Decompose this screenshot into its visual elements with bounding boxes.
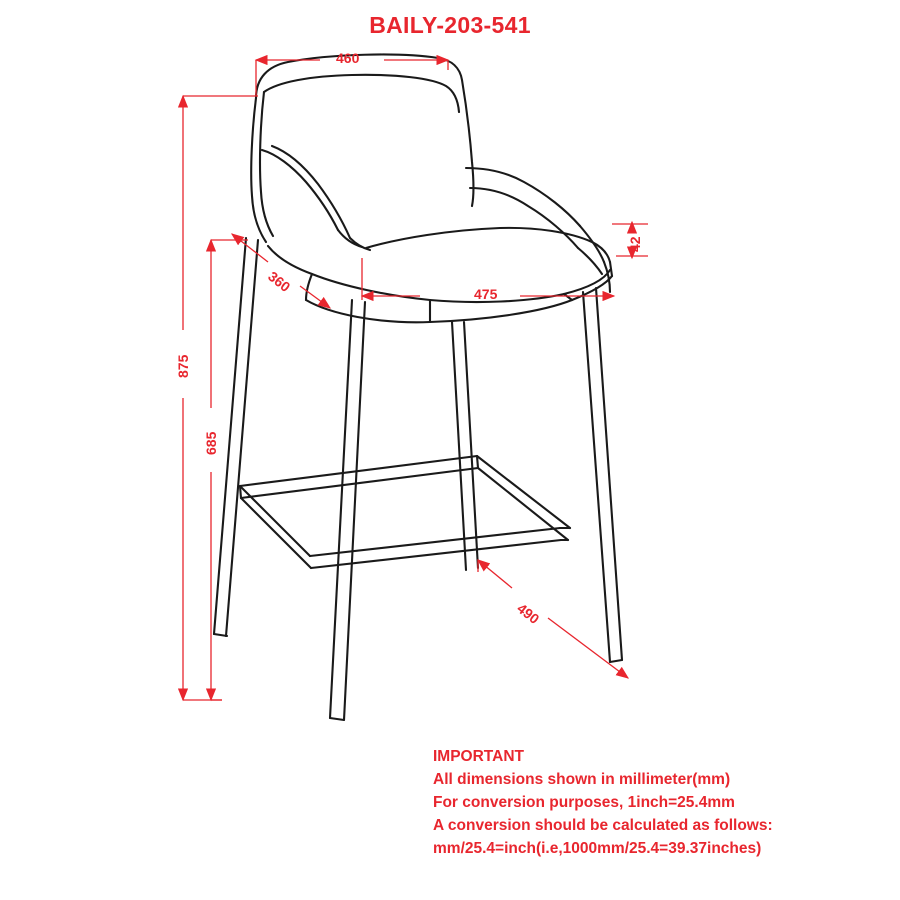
important-notes (433, 745, 863, 860)
notes-line-4: mm/25.4=inch(i.e,1000mm/25.4=39.37inches) (433, 840, 762, 857)
dimension-label-475: 475 (474, 286, 498, 302)
notes-line-3: A conversion should be calculated as follows: (433, 817, 773, 834)
dimension-label-490: 490 (514, 600, 543, 627)
dimension-label-875: 875 (175, 354, 191, 378)
dimension-label-685: 685 (203, 431, 219, 455)
page-title: BAILY-203-541 (369, 12, 531, 38)
dimension-label-360: 360 (265, 268, 294, 295)
dimension-label-460: 460 (336, 50, 360, 66)
notes-line-1: All dimensions shown in millimeter(mm) (433, 771, 731, 788)
notes-heading: IMPORTANT (433, 748, 524, 765)
notes-line-2: For conversion purposes, 1inch=25.4mm (433, 794, 735, 811)
dimension-label-42: 42 (627, 236, 643, 252)
